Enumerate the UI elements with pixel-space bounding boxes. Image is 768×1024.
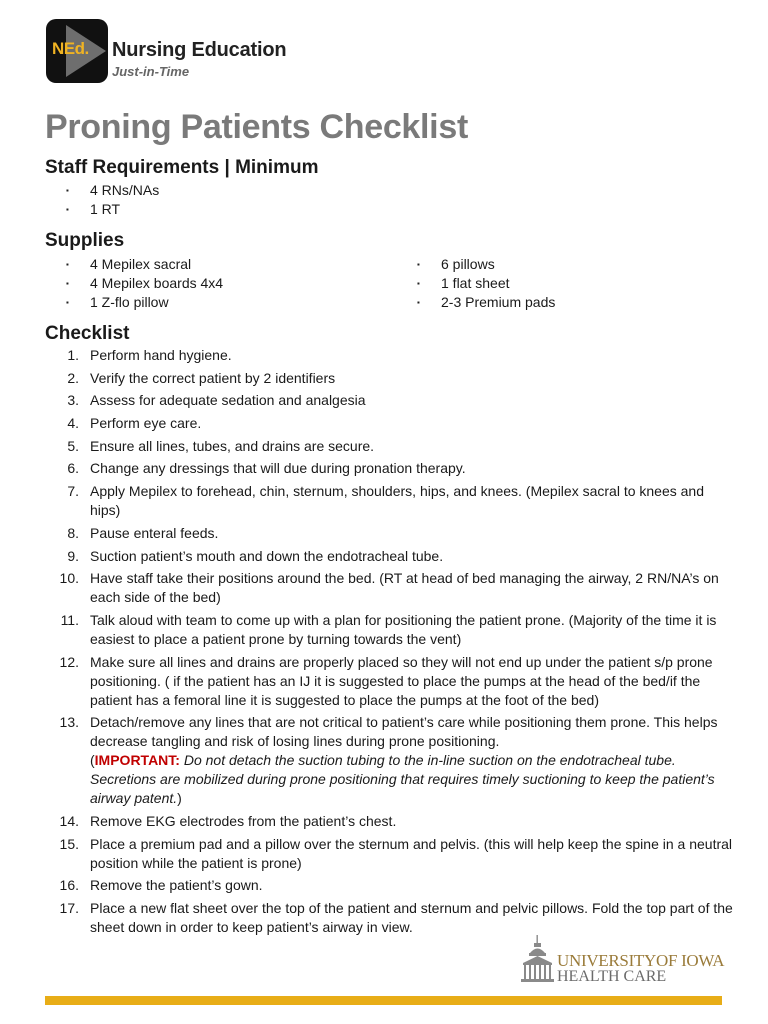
university-of-iowa-logo xyxy=(520,933,725,989)
item-number: 4. xyxy=(67,415,79,432)
checklist-item xyxy=(58,835,738,873)
item-text: Apply Mepilex to forehead, chin, sternum, shoulders, hips, and knees. (Mepilex sacral to knees and hips) xyxy=(90,483,704,519)
old-capitol-icon xyxy=(520,933,556,987)
list-item: ▪ 2-3 Premium pads xyxy=(417,293,555,312)
checklist-heading: Checklist xyxy=(45,323,130,344)
item-number: 3. xyxy=(67,392,79,409)
list-item: ▪ 4 Mepilex sacral xyxy=(66,255,223,274)
item-number: 12. xyxy=(59,653,79,670)
item-text: Remove the patient’s gown. xyxy=(90,877,263,894)
header xyxy=(46,19,346,85)
checklist-item xyxy=(58,611,738,649)
item-text: Have staff take their positions around the bed. (RT at head of bed managing the airway, 2 RN/NA’s on each side of the bed) xyxy=(90,570,719,606)
org-name-line2: HEALTH CARE xyxy=(557,968,667,985)
item-text: Change any dressings that will due during pronation therapy. xyxy=(90,460,466,477)
checklist-item xyxy=(58,547,738,566)
item-number: 8. xyxy=(67,524,79,541)
checklist-item xyxy=(58,713,738,808)
item-number: 9. xyxy=(67,547,79,564)
item-number: 11. xyxy=(60,611,79,628)
brand-subtitle: Just-in-Time xyxy=(112,64,190,79)
logo-text: NEd. xyxy=(52,39,89,58)
item-number: 16. xyxy=(59,877,79,894)
list-item: ▪ 1 RT xyxy=(66,200,159,219)
supplies-heading: Supplies xyxy=(45,230,125,251)
staff-list xyxy=(66,181,159,219)
item-number: 13. xyxy=(59,714,79,731)
important-note: (IMPORTANT: Do not detach the suction tubing to the in-line suction on the endotracheal tube. Secretions are mobilized during prone positioning that requires timely suctioning to keep the patient’s airway patent.) xyxy=(90,752,715,807)
item-text: Verify the correct patient by 2 identifiers xyxy=(90,369,336,386)
checklist-item xyxy=(58,899,738,937)
list-item: ▪ 4 Mepilex boards 4x4 xyxy=(66,274,223,293)
supplies-list-right xyxy=(417,255,555,312)
brand-title: Nursing Education xyxy=(112,39,287,61)
important-label: IMPORTANT: xyxy=(94,752,180,769)
list-item: ▪ 4 RNs/NAs xyxy=(66,181,159,200)
page-title: Proning Patients Checklist xyxy=(45,108,468,146)
checklist-item xyxy=(58,482,738,520)
item-number: 15. xyxy=(59,835,79,852)
item-text: Place a premium pad and a pillow over the sternum and pelvis. (this will help keep the spine in a neutral position while the patient is prone) xyxy=(90,835,733,871)
checklist xyxy=(58,346,738,937)
item-number: 1. xyxy=(67,347,79,363)
item-text: Make sure all lines and drains are properly placed so they will not end up under the patient s/p prone positioning. ( if the patient has an IJ it is suggested to place the pumps at the head of the bed/if the patient has a femoral line it is suggested to place the pumps at the foot of the bed) xyxy=(90,653,713,708)
item-text: Suction patient’s mouth and down the endotracheal tube. xyxy=(90,547,444,564)
checklist-item xyxy=(58,391,738,410)
list-item: ▪ 1 flat sheet xyxy=(417,274,555,293)
item-text: Detach/remove any lines that are not critical to patient’s care while positioning them prone. This helps decrease tangling and risk of losing lines during prone positioning. xyxy=(90,714,718,750)
ned-logo xyxy=(46,19,108,83)
footer-bar xyxy=(45,996,722,1005)
checklist-item xyxy=(58,812,738,831)
item-text: Talk aloud with team to come up with a plan for positioning the patient prone. (Majority of the time it is easiest to place a patient prone by turning towards the vent) xyxy=(90,611,717,647)
checklist-item xyxy=(58,414,738,433)
checklist-item xyxy=(58,437,738,456)
item-text: Assess for adequate sedation and analgesia xyxy=(90,392,366,409)
checklist-item xyxy=(58,459,738,478)
item-number: 6. xyxy=(67,460,79,477)
item-text: Ensure all lines, tubes, and drains are secure. xyxy=(90,437,375,454)
checklist-item xyxy=(58,653,738,710)
checklist-item xyxy=(58,369,738,388)
supplies-list-left xyxy=(66,255,223,312)
item-number: 7. xyxy=(67,483,79,500)
item-number: 17. xyxy=(59,900,79,916)
item-text: Place a new flat sheet over the top of the patient and sternum and pelvic pillows. Fold the top part of the sheet down in order to keep patient’s airway in view. xyxy=(90,900,733,935)
list-item: ▪ 1 Z-flo pillow xyxy=(66,293,223,312)
item-text: Perform eye care. xyxy=(90,415,202,432)
item-number: 10. xyxy=(59,570,79,587)
item-text: Remove EKG electrodes from the patient’s chest. xyxy=(90,812,397,829)
item-number: 14. xyxy=(59,812,79,829)
checklist-item xyxy=(58,876,738,895)
item-text: Pause enteral feeds. xyxy=(90,524,219,541)
org-name-line1: UNIVERSITYOF IOWA xyxy=(557,951,725,970)
item-number: 2. xyxy=(67,369,79,386)
list-item: ▪ 6 pillows xyxy=(417,255,555,274)
item-number: 5. xyxy=(67,437,79,454)
checklist-item xyxy=(58,524,738,543)
item-text: Perform hand hygiene. xyxy=(90,347,232,363)
checklist-item xyxy=(58,569,738,607)
important-text: Do not detach the suction tubing to the in-line suction on the endotracheal tube. Secretions are mobilized during prone positioning that requires timely suctioning to keep the patient’s airway patent. xyxy=(90,752,715,807)
checklist-item xyxy=(58,346,738,365)
staff-heading: Staff Requirements | Minimum xyxy=(45,157,319,178)
